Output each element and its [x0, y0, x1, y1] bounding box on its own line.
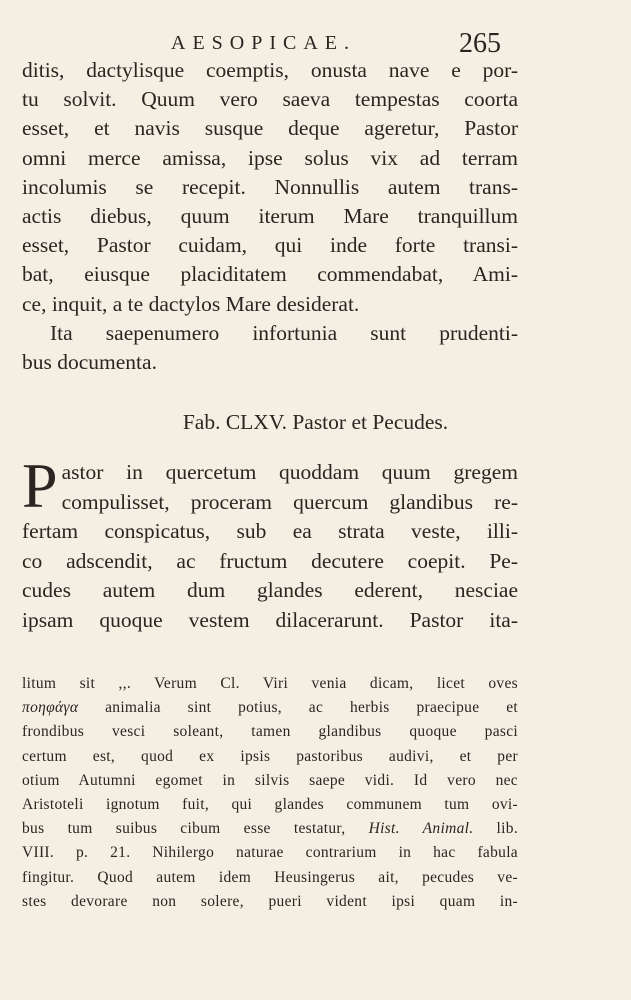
text-line: co adscendit, ac fructum decutere coepit. Pe-: [22, 548, 518, 573]
text-line: compulisset, proceram quercum glandibus re-: [61, 489, 518, 514]
running-title: AESOPICAE.: [171, 32, 357, 54]
text-line: astor in quercetum quoddam quum gregem: [61, 460, 518, 484]
note-line: otium Autumni egomet in silvis saepe vidi. Id vero nec: [22, 771, 518, 789]
note-line: fingitur. Quod autem idem Heusingerus ait, pecudes ve-: [22, 868, 518, 886]
text-line: fertam conspicatus, sub ea strata veste, illi-: [22, 519, 518, 543]
note-text: lib.: [473, 820, 518, 838]
note-text: bus tum suibus cibum esse testatur,: [22, 820, 369, 838]
note-line: frondibus vesci soleant, tamen glandibus quoque pasci: [22, 723, 518, 741]
text-line: cudes autem dum glandes ederent, nesciae: [22, 578, 518, 602]
citation-title: Hist. Animal.: [368, 820, 474, 838]
fable-title: Fab. CLXV. Pastor et Pecudes.: [182, 410, 449, 434]
footnote: [22, 672, 518, 914]
note-line: [22, 696, 518, 720]
text-line: bat, eiusque placiditatem commendabat, Ami-: [22, 262, 518, 287]
text-line: bus documenta.: [22, 350, 157, 375]
text-line: incolumis se recepit. Nonnullis autem trans-: [22, 174, 518, 199]
drop-cap: P: [22, 450, 58, 521]
page-number: 265: [459, 28, 501, 59]
greek-word: ποηφάγα: [22, 699, 79, 717]
text-line: esset, Pastor cuidam, qui inde forte transi-: [22, 233, 518, 258]
text-line: esset, et navis susque deque ageretur, Pastor: [22, 116, 518, 141]
body-text: [22, 56, 518, 377]
note-line: litum sit ,,. Verum Cl. Viri venia dicam, licet oves: [22, 675, 518, 692]
fable-body: [22, 450, 518, 635]
text-line: tu solvit. Quum vero saeva tempestas coorta: [22, 87, 518, 112]
note-line: VIII. p. 21. Nihilergo naturae contrarium in hac fabula: [22, 844, 518, 862]
text-line: ce, inquit, a te dactylos Mare desiderat.: [22, 291, 360, 316]
text-line: ipsam quoque vestem dilacerarunt. Pastor ita-: [22, 607, 518, 632]
text-line: omni merce amissa, ipse solus vix ad terram: [22, 145, 518, 170]
note-line: certum est, quod ex ipsis pastoribus audivi, et per: [22, 747, 518, 765]
text-line: actis diebus, quum iterum Mare tranquillum: [22, 204, 518, 229]
note-line: stes devorare non solere, pueri vident ipsi quam in-: [22, 892, 518, 910]
text-line: Ita saepenumero infortunia sunt prudenti-: [50, 320, 518, 345]
note-line: Aristoteli ignotum fuit, qui glandes communem tum ovi-: [22, 796, 518, 814]
note-line: [22, 817, 518, 841]
text-line: ditis, dactylisque coemptis, onusta nave e por-: [22, 58, 518, 82]
note-text: animalia sint potius, ac herbis praecipue et: [78, 699, 518, 717]
